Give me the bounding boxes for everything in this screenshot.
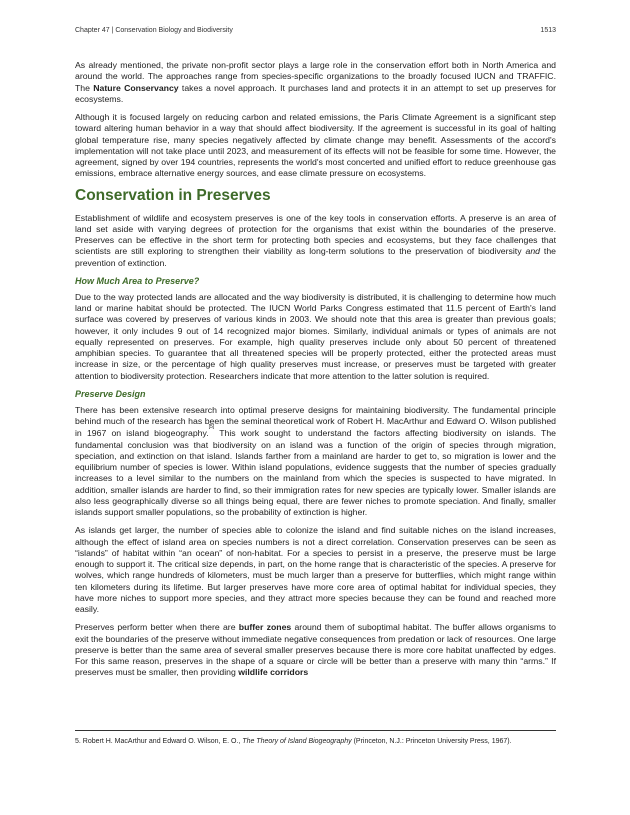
paragraph-area: Due to the way protected lands are allocated and the way biodiversity is distributed, it is challenging to determine how much land or marine habitat should be protected. The IUCN World Parks Congress estimated that 11.5 percent of Earth's land surface was covered by preserves of various kinds in 2003. We should note that this area is greater than previous goals; however, it only includes 9 out of 14 recognized major biomes. Similarly, individual animals or types of animals are not equally represented on preserves. For example, high quality preserves include only about 50 percent of threatened amphibian species. To guarantee that all threatened species will be properly protected, either the protected areas must increase in size, or the percentage of high quality preserves must increase, or preserves must be targeted with greater attention to biodiversity protection. Researchers indicate that more attention to the latter solution is required.: [75, 291, 556, 381]
chapter-title: Chapter 47 | Conservation Biology and Biodiversity: [75, 27, 233, 34]
subheading-design: Preserve Design: [75, 388, 146, 399]
term-nature-conservancy: Nature Conservancy: [93, 82, 179, 93]
footnote-ref-link[interactable]: [5]: [208, 424, 215, 431]
paragraph-island-size: As islands get larger, the number of species able to colonize the island and find suitable niches on the island increases, although the effect of island area on species numbers is not a direct correlation. Conservation preserves can be seen as “islands” of habitat within “an ocean” of non-habitat. For a species to persist in a preserve, the preserve must be large enough to support it. The critical size depends, in part, on the home range that is characteristic of the species. A preserve for wolves, which range hundreds of kilometers, must be much larger than a preserve for butterflies, which might range within ten kilometers during its lifetime. But larger preserves have more core area of optimal habitat for individual species, they have more niches to support more species, and they attract more species because they can be found and reached more easily.: [75, 525, 556, 614]
term-wildlife-corridors: wildlife corridors: [238, 667, 309, 678]
paragraph-buffer-zones: Preserves perform better when there are buffer zones around them of suboptimal habitat. The buffer allows organisms to exit the boundaries of the preserve without immediate negative consequences from predation or lack of resources. One large preserve is better than the same area of several smaller preserves because there is more core habitat unaffected by edges. For this same reason, preserves in the shape of a square or circle will be better than a preserve with many thin “arms.” If preserves must be smaller, then providing wildlife corridors: [75, 622, 556, 678]
subheading-area: How Much Area to Preserve?: [75, 275, 200, 286]
paragraph-preserves-intro: Establishment of wildlife and ecosystem preserves is one of the key tools in conservation efforts. A preserve is an area of land set aside with varying degrees of protection for the organisms that exist within the boundaries of the preserve. Preserves can be effective in the short term for protecting both species and ecosystems, but they face challenges that scientists are still exploring to strengthen their viability as long-term solutions to the preservation of biodiversity and the prevention of extinction.: [75, 212, 556, 268]
book-title: The Theory of Island Biogeography: [242, 738, 352, 745]
term-buffer-zones: buffer zones: [238, 622, 292, 633]
page-number: 1513: [540, 27, 556, 34]
page-body: [75, 60, 556, 686]
page-header: [75, 27, 556, 34]
footnote: 5. Robert H. MacArthur and Edward O. Wilson, E. O., The Theory of Island Biogeography (Princeton, N.J.: Princeton University Press, 1967).: [75, 738, 512, 745]
paragraph-nonprofit: As already mentioned, the private non-profit sector plays a large role in the conservation effort both in North America and around the world. The approaches range from species-specific organizations to the broadly focused IUCN and TRAFFIC. The Nature Conservancy takes a novel approach. It purchases land and protects it in an attempt to set up preserves for ecosystems.: [75, 60, 557, 104]
paragraph-design: There has been extensive research into optimal preserve designs for maintaining biodiversity. The fundamental principle behind much of the research has been the seminal theoretical work of Robert H. MacArthur and Edward O. Wilson published in 1967 on island biogeography.[5] This work sought to understand the factors affecting biodiversity on islands. The fundamental conclusion was that biodiversity on an island was a function of the origin of species through migration, speciation, and extinction on that island. Islands farther from a mainland are harder to get to, so migration is lower and the equilibrium number of species is lower. Within island populations, evidence suggests that the number of species gradually increases to a level similar to the numbers on the mainland from which the species is suspected to have migrated. In addition, smaller islands are harder to find, so their immigration rates for new species are typically lower. Smaller islands are also less geographically diverse so all things being equal, there are fewer niches to promote speciation. And finally, smaller islands support smaller populations, so the probability of extinction is higher.: [75, 404, 556, 517]
section-heading: Conservation in Preserves: [75, 186, 271, 204]
paragraph-paris-agreement: Although it is focused largely on reducing carbon and related emissions, the Paris Climate Agreement is a significant step toward altering human behavior in a way that should affect biodiversity. If the agreement is successful in its goal of halting global temperature rise, many species negatively affected by climate change may benefit. Assessments of the accord's implementation will not take place until 2023, and measurement of its effects will not be feasible for some time. However, the agreement, signed by over 194 countries, represents the world's most concerted and unified effort to reduce greenhouse gas emissions, embrace alternative energy sources, and ease climate pressure on ecosystems.: [75, 112, 556, 179]
footnote-divider: [75, 730, 556, 731]
